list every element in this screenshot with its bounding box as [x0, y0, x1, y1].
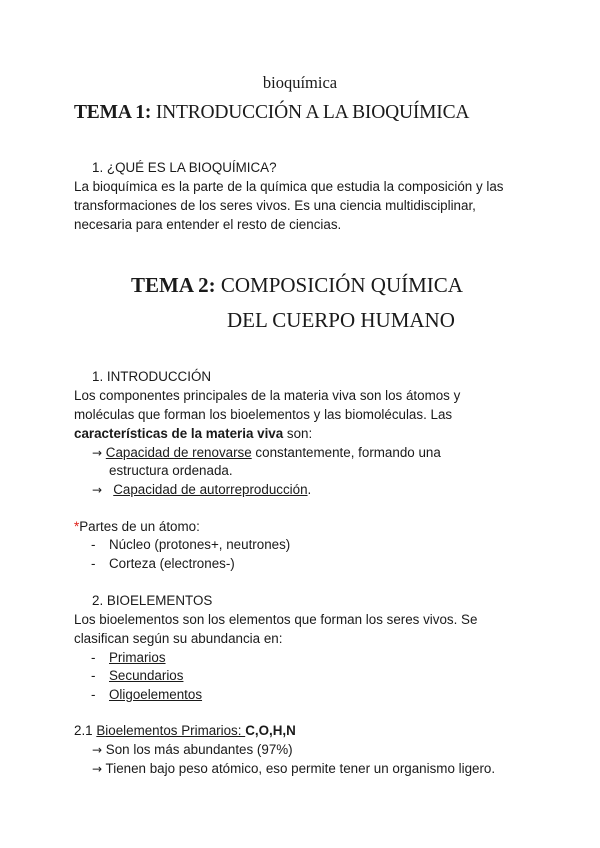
bio-paragraph-line: clasifican según su abundancia en: — [74, 631, 283, 646]
atom-heading-text: Partes de un átomo: — [79, 519, 200, 534]
tema1-section-heading: 1. ¿QUÉ ES LA BIOQUÍMICA? — [92, 160, 277, 175]
feature1-rest: constantemente, formando una — [251, 445, 441, 460]
intro-bold-text: características de la materia viva — [74, 426, 284, 441]
document-header: bioquímica — [262, 73, 338, 92]
arrow-icon: → — [92, 446, 103, 460]
primary-fact — [92, 740, 293, 760]
dash-icon: - — [91, 537, 96, 552]
tema1-paragraph-line: transformaciones de los seres vivos. Es una ciencia multidisciplinar, — [74, 198, 476, 213]
dash-icon: - — [91, 668, 96, 683]
arrow-icon: → — [92, 762, 103, 776]
bio-type-link[interactable]: Oligoelementos — [109, 687, 203, 702]
primary-heading — [74, 721, 296, 740]
primary-link[interactable]: Bioelementos Primarios: — [96, 723, 246, 738]
feature2-link[interactable]: Capacidad de autorreproducción — [113, 482, 308, 497]
arrow-icon: → — [92, 483, 103, 497]
atom-heading — [74, 517, 200, 536]
primary-fact-text: Son los más abundantes (97%) — [105, 742, 293, 757]
bio-paragraph-line: Los bioelementos son los elementos que forman los seres vivos. Se — [74, 612, 478, 627]
intro-after-bold: son: — [283, 426, 313, 441]
bio-type-link[interactable]: Primarios — [109, 650, 166, 665]
feature-item — [92, 480, 311, 500]
feature-item — [92, 443, 441, 463]
dash-icon: - — [91, 650, 96, 665]
feature1-link[interactable]: Capacidad de renovarse — [105, 445, 252, 460]
tema2-title — [131, 273, 463, 298]
tema1-paragraph-line: necesaria para entender el resto de ciencias. — [74, 217, 342, 232]
bio-type-link[interactable]: Secundarios — [109, 668, 184, 683]
feature2-rest: . — [307, 482, 312, 497]
atom-part-item: Corteza (electrones-) — [109, 556, 235, 571]
primary-fact — [92, 759, 495, 779]
atom-part-item: Núcleo (protones+, neutrones) — [109, 537, 291, 552]
arrow-icon: → — [92, 743, 103, 757]
tema1-title-text: INTRODUCCIÓN A LA BIOQUÍMICA — [151, 102, 470, 123]
primary-number: 2.1 — [74, 723, 97, 738]
bio-heading: 2. BIOELEMENTOS — [92, 593, 213, 608]
tema2-title-line1: COMPOSICIÓN QUÍMICA — [215, 273, 463, 297]
primary-fact-text: Tienen bajo peso atómico, eso permite tener un organismo ligero. — [105, 761, 496, 776]
intro-paragraph-line — [74, 424, 312, 443]
tema1-label: TEMA 1: — [74, 102, 152, 123]
dash-icon: - — [91, 687, 96, 702]
primary-elements: C,O,H,N — [245, 723, 296, 738]
intro-paragraph-line: moléculas que forman los bioelementos y las biomoléculas. Las — [74, 407, 453, 422]
dash-icon: - — [91, 556, 96, 571]
asterisk-mark: * — [74, 519, 80, 534]
tema2-title-line2: DEL CUERPO HUMANO — [227, 308, 455, 332]
intro-heading: 1. INTRODUCCIÓN — [92, 369, 212, 384]
tema2-label: TEMA 2: — [131, 273, 216, 297]
intro-paragraph-line: Los componentes principales de la materia viva son los átomos y — [74, 388, 461, 403]
tema1-title — [74, 102, 469, 124]
feature1-continuation: estructura ordenada. — [109, 463, 233, 478]
tema1-paragraph-line: La bioquímica es la parte de la química que estudia la composición y las — [74, 179, 504, 194]
